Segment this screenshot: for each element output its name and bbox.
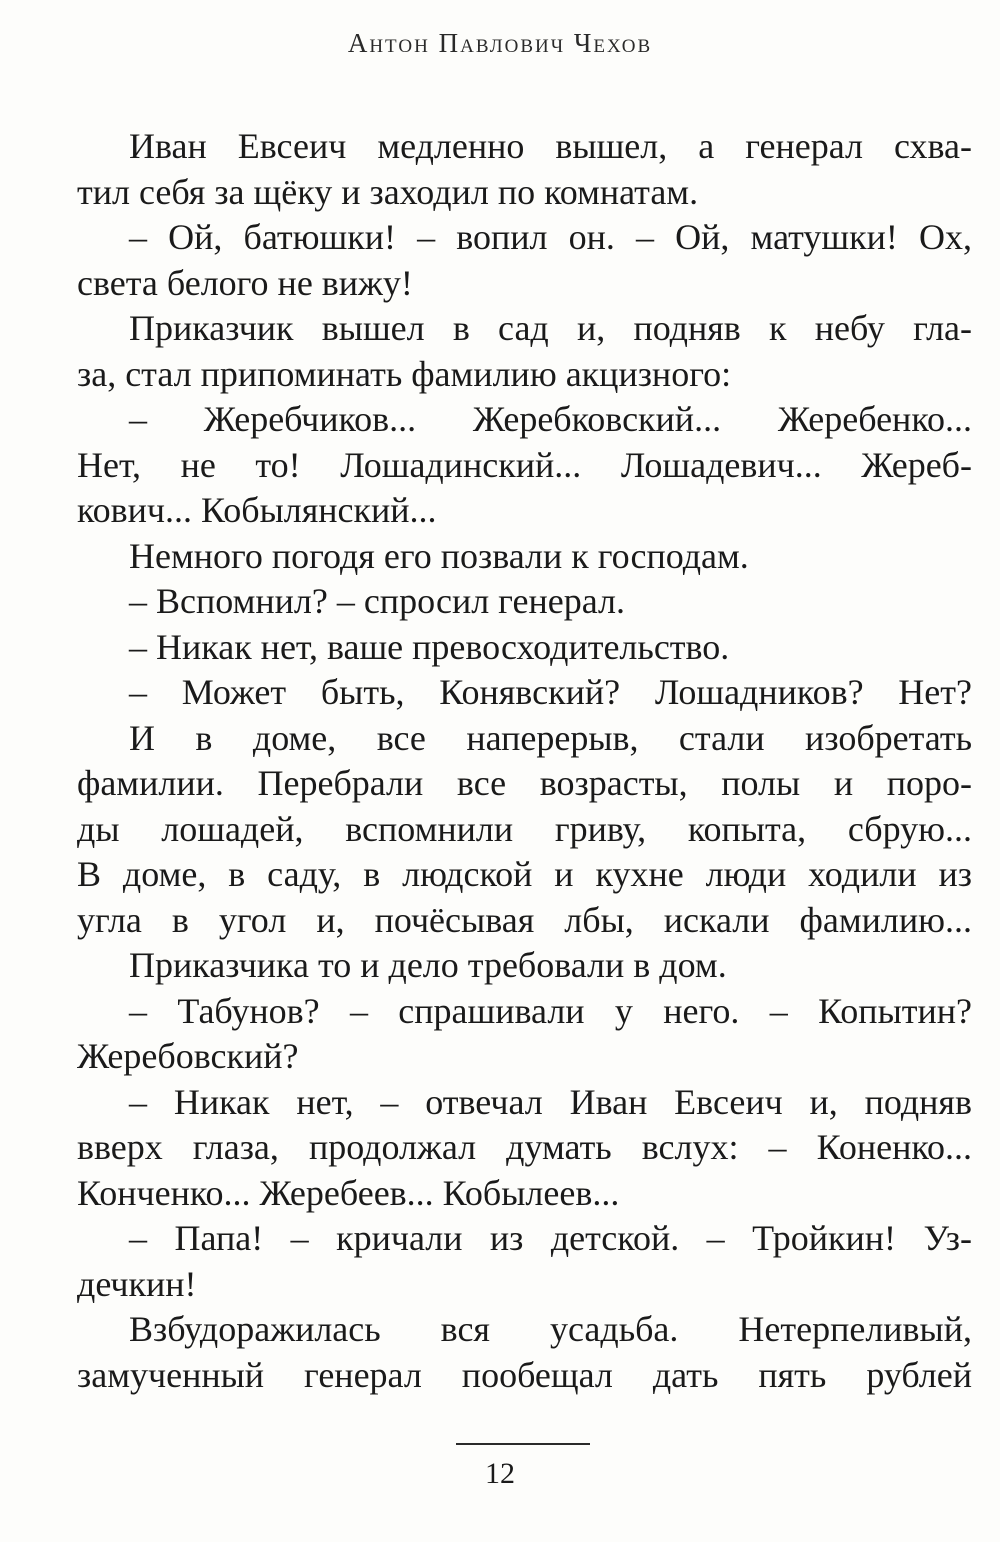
text-line: – Никак нет, ваше превосходительство. xyxy=(129,626,730,667)
text-line: кович... Кобылянский... xyxy=(77,490,437,530)
text-line: В доме, в саду, в людской и кухне люди ходили из xyxy=(77,854,972,894)
text-line: за, стал припоминать фамилию акцизного: xyxy=(77,353,732,394)
text-line: Немного погодя его позвали к господам. xyxy=(129,535,749,576)
text-line: – Вспомнил? – спросил генерал. xyxy=(129,581,625,621)
text-line: угла в угол и, почёсывая лбы, искали фамилию... xyxy=(77,899,972,940)
text-line: – Может быть, Конявский? Лошадников? Нет? xyxy=(129,672,972,712)
text-line: Приказчика то и дело требовали в дом. xyxy=(129,945,727,985)
text-line: Приказчик вышел в сад и, подняв к небу гла- xyxy=(129,308,972,348)
text-line: Взбудоражилась вся усадьба. Нетерпеливый, xyxy=(129,1309,972,1349)
text-line: фамилии. Перебрали все возрасты, полы и поро- xyxy=(77,763,972,803)
text-line: – Папа! – кричали из детской. – Тройкин! Уз- xyxy=(129,1218,972,1258)
text-line: – Никак нет, – отвечал Иван Евсеич и, подняв xyxy=(129,1081,972,1122)
footer-rule xyxy=(456,1443,590,1445)
text-line: – Табунов? – спрашивали у него. – Копытин? xyxy=(129,990,972,1031)
page-number: 12 xyxy=(485,1457,515,1490)
text-line: И в доме, все наперерыв, стали изобретать xyxy=(129,717,972,758)
running-head: Антон Павлович Чехов xyxy=(347,28,653,58)
text-line: ды лошадей, вспомнили гриву, копыта, сбрую... xyxy=(77,808,972,849)
text-line: вверх глаза, продолжал думать вслух: – Коненко... xyxy=(77,1127,972,1167)
text-line: Нет, не то! Лошадинский... Лошадевич... Жереб- xyxy=(77,444,972,485)
text-line: Конченко... Жеребеев... Кобылеев... xyxy=(77,1172,620,1213)
text-line: Иван Евсеич медленно вышел, а генерал схва- xyxy=(129,126,972,166)
text-line: – Жеребчиков... Жеребковский... Жеребенко... xyxy=(129,399,972,439)
text-line: света белого не вижу! xyxy=(77,262,413,303)
text-line: тил себя за щёку и заходил по комнатам. xyxy=(77,171,699,212)
text-line: – Ой, батюшки! – вопил он. – Ой, матушки! Ох, xyxy=(129,217,972,257)
text-line: Жеребовский? xyxy=(77,1036,299,1076)
text-line: замученный генерал пообещал дать пять рублей xyxy=(77,1354,972,1395)
body-text xyxy=(77,124,972,1398)
text-line: дечкин! xyxy=(77,1263,197,1304)
